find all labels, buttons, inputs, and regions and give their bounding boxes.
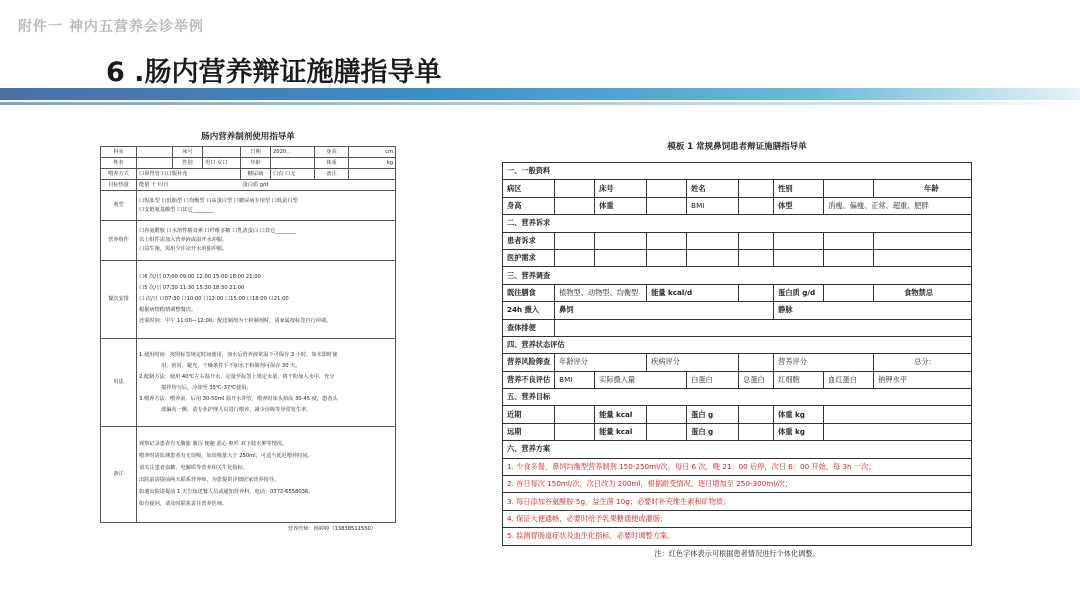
cell: 红细胞 bbox=[774, 371, 824, 388]
cell bbox=[874, 232, 972, 249]
table-row bbox=[101, 180, 396, 191]
table-row bbox=[503, 458, 972, 475]
cell bbox=[647, 232, 687, 249]
text-line: 以上组件需加入营养液或温开水冲服。 bbox=[139, 237, 228, 244]
cell: 体重 kg bbox=[774, 406, 824, 423]
cell bbox=[555, 423, 595, 440]
cell: 近期 bbox=[503, 406, 555, 423]
cell: 查体排便 bbox=[503, 319, 555, 336]
text-line: 喂养时请监测患者有无误吸，如误吸量大于 250ml，可适当延迟喂养时间。 bbox=[139, 453, 313, 460]
cell bbox=[595, 232, 647, 249]
table-row bbox=[503, 232, 972, 249]
cell: 年龄 bbox=[874, 180, 972, 197]
cell bbox=[774, 249, 824, 266]
cell: 能量 千卡/日 bbox=[137, 180, 241, 191]
text-line: 用，密封、避光，干燥条件下不加水干粉制剂可保存 30 天。 bbox=[161, 362, 301, 369]
section-header: 三、营养调查 bbox=[503, 267, 972, 284]
cell: 性别 bbox=[774, 180, 824, 197]
cell bbox=[555, 180, 595, 197]
table-row bbox=[101, 221, 396, 261]
section-header: 一、一般资料 bbox=[503, 163, 972, 180]
cell bbox=[687, 232, 739, 249]
text-line: 口支链氨基酸型 口其它________ bbox=[139, 206, 214, 213]
text-line: 口6 次/日 07:00 09:00 12:00 15:00 18:00 21:00 bbox=[139, 274, 261, 281]
text-line: 根据病情酌情调整餐次。 bbox=[139, 307, 197, 314]
cell: 食物禁忌 bbox=[874, 284, 972, 301]
right-form-title: 模板 1 常规鼻饲患者辩证施膳指导单 bbox=[667, 142, 807, 152]
cell: 体重 bbox=[315, 158, 349, 169]
cell: 蛋白 g bbox=[687, 423, 739, 440]
cell bbox=[739, 406, 774, 423]
cell bbox=[647, 423, 687, 440]
cell: 姓名 bbox=[687, 180, 739, 197]
cell: 年龄评分 bbox=[555, 354, 647, 371]
cell bbox=[137, 339, 396, 427]
cell: 营养组件 bbox=[101, 221, 137, 261]
table-row bbox=[503, 510, 972, 527]
table-row bbox=[101, 261, 396, 339]
cell bbox=[824, 232, 874, 249]
signature: 营养医师：杨婷婷（13838511550） bbox=[287, 526, 376, 533]
cell bbox=[824, 302, 972, 319]
table-row bbox=[101, 147, 396, 158]
cell: 男口 女口 bbox=[203, 158, 241, 169]
cell: 剂型 bbox=[101, 191, 137, 221]
cell: cm bbox=[349, 147, 396, 158]
text-line: 出院前请提前两天联系营养师，为您提供详细居家营养指导。 bbox=[139, 477, 280, 484]
plan-item: 1. 少食多餐，鼻饲均衡型营养制剂 150-250ml/次，每日 6 次，晚 21：00 后停，次日 6：00 开始，每 3h 一次； bbox=[503, 458, 972, 475]
cell: BMI bbox=[555, 371, 595, 388]
cell bbox=[824, 284, 874, 301]
table-row bbox=[101, 158, 396, 169]
left-form-table bbox=[100, 146, 396, 523]
text-line: 3.喂养方法：喂养前、后用 30-50ml 温开水冲管，喂养时床头抬高 30-45 度，患者头 bbox=[139, 395, 338, 402]
cell: 病区 bbox=[503, 180, 555, 197]
cell: 营养风险筛查 bbox=[503, 354, 555, 371]
appendix-label: 附件一 神内五营养会诊举例 bbox=[18, 19, 204, 35]
left-form-title: 肠内营养制剂使用指导单 bbox=[201, 132, 295, 142]
cell: 24h 摄入 bbox=[503, 302, 555, 319]
cell: 用法 bbox=[101, 339, 137, 427]
cell bbox=[137, 221, 396, 261]
cell: 远期 bbox=[503, 423, 555, 440]
cell: 蛋白质 g/d bbox=[774, 284, 824, 301]
table-row bbox=[101, 339, 396, 427]
cell bbox=[739, 197, 774, 214]
text-line: 请关注患者血糖、电解质等营养相关生化指标。 bbox=[139, 465, 248, 472]
cell: 体重 bbox=[595, 197, 647, 214]
cell bbox=[824, 249, 874, 266]
cell: 白蛋白 bbox=[687, 371, 739, 388]
cell bbox=[739, 232, 774, 249]
table-row bbox=[503, 249, 972, 266]
right-form bbox=[502, 140, 972, 570]
cell: 体重 kg bbox=[774, 423, 824, 440]
text-line: 口5 次/日 07:30 11:30 15:30 18:30 21:00 bbox=[139, 285, 245, 292]
cell: 鼻饲 bbox=[555, 302, 595, 319]
cell: 目标热量 bbox=[101, 180, 137, 191]
text-line: 口短肽型 口低脂型 口均衡型 口高蛋白型 口糖尿病专用型 口低蛋白型 bbox=[139, 197, 298, 204]
text-line: 搅拌均匀后，冷却至 35℃-37℃使用。 bbox=[161, 384, 252, 391]
cell bbox=[687, 249, 739, 266]
cell bbox=[555, 319, 972, 336]
header-stripe-thin bbox=[0, 102, 1080, 105]
cell: 口鼻胃管 口口服补充 bbox=[137, 169, 241, 180]
cell: 静脉 bbox=[774, 302, 824, 319]
table-row bbox=[503, 528, 972, 545]
cell bbox=[774, 232, 824, 249]
cell: 口有 口无 bbox=[271, 169, 315, 180]
cell: 姓名 bbox=[101, 158, 137, 169]
cell bbox=[271, 158, 315, 169]
text-line: 口益生菌，需用少许凉开水单独冲服。 bbox=[139, 246, 228, 253]
cell: 植物型、动物型、均衡型 bbox=[555, 284, 647, 301]
table-row bbox=[503, 319, 972, 336]
cell: 能量 kcal bbox=[595, 406, 647, 423]
table-row bbox=[101, 169, 396, 180]
cell bbox=[824, 406, 972, 423]
section-header: 四、营养状态评估 bbox=[503, 336, 972, 353]
cell: 2020．． bbox=[271, 147, 315, 158]
cell: 喂养方式 bbox=[101, 169, 137, 180]
text-line: 1.使用时间：按照标签规定时间使用，加水后营养液常温下可保存 3 小时，如未即时使 bbox=[139, 351, 338, 358]
cell bbox=[824, 180, 874, 197]
table-row bbox=[503, 406, 972, 423]
cell: 蛋白质 g/d bbox=[241, 180, 396, 191]
cell: 总蛋白 bbox=[739, 371, 774, 388]
plan-item: 2. 首日每次 150ml/次，次日改为 200ml，根据耐受情况，逐日增加至 250-300ml/次； bbox=[503, 476, 972, 493]
cell: 营养评分 bbox=[774, 354, 874, 371]
right-form-table bbox=[502, 162, 972, 546]
section-header: 二、营养诉求 bbox=[503, 215, 972, 232]
cell: 糖尿病 bbox=[241, 169, 271, 180]
cell: 既往膳食 bbox=[503, 284, 555, 301]
table-row bbox=[503, 336, 972, 353]
cell: 性别 bbox=[173, 158, 203, 169]
cell bbox=[137, 261, 396, 339]
cell bbox=[137, 427, 396, 523]
cell: 餐次安排 bbox=[101, 261, 137, 339]
cell: 患者诉求 bbox=[503, 232, 555, 249]
cell: 实际摄入量 bbox=[595, 371, 687, 388]
cell: 科室 bbox=[101, 147, 137, 158]
table-row bbox=[503, 163, 972, 180]
cell: 年龄 bbox=[241, 158, 271, 169]
section-header: 六、营养方案 bbox=[503, 441, 972, 458]
cell bbox=[647, 180, 687, 197]
text-line: 口 次/日 口07:30 口10:00 口12:00 口15:00 口18:00 口21:00 bbox=[139, 296, 289, 303]
table-row bbox=[503, 493, 972, 510]
table-row bbox=[503, 423, 972, 440]
section-header: 五、营养目标 bbox=[503, 389, 972, 406]
plan-item: 4. 保证大便通畅，必要时给予乳果糖通便或灌肠； bbox=[503, 510, 972, 527]
cell bbox=[555, 249, 595, 266]
cell: 备注 bbox=[101, 427, 137, 523]
cell bbox=[555, 406, 595, 423]
table-row bbox=[503, 302, 972, 319]
text-line: 如遇出院请提前 1 天告知送餐人员或通知营养科，电话：0372-6558036。 bbox=[139, 489, 314, 496]
cell: 体型 bbox=[774, 197, 824, 214]
cell: 血红蛋白 bbox=[824, 371, 874, 388]
plan-item: 5. 监测胃肠道症状及血生化指标，必要时调整方案。 bbox=[503, 528, 972, 545]
text-line: 口谷氨酰胺 口水溶性膳食素 口纤维多糖 口乳清蛋白 口其它________ bbox=[139, 228, 297, 235]
left-form bbox=[100, 130, 396, 570]
cell bbox=[137, 147, 173, 158]
cell: 备注 bbox=[315, 169, 349, 180]
cell bbox=[203, 147, 241, 158]
text-line: 如有疑问，请及时联系责任营养医师。 bbox=[139, 501, 228, 508]
cell bbox=[349, 169, 396, 180]
table-row bbox=[101, 191, 396, 221]
cell: 疾病评分 bbox=[647, 354, 739, 371]
cell: kg bbox=[349, 158, 396, 169]
table-row bbox=[503, 371, 972, 388]
cell: 医护需求 bbox=[503, 249, 555, 266]
cell: 营养不良评估 bbox=[503, 371, 555, 388]
cell: 钠钾水平 bbox=[874, 371, 972, 388]
cell bbox=[647, 197, 687, 214]
cell bbox=[824, 423, 972, 440]
cell bbox=[739, 423, 774, 440]
table-row bbox=[503, 476, 972, 493]
cell bbox=[874, 249, 972, 266]
cell: 能量 kcal/d bbox=[647, 284, 739, 301]
cell bbox=[739, 284, 774, 301]
cell bbox=[595, 302, 774, 319]
text-line: 还需时间：中午 11:00—12:00。配送制剂为干粉制剂时，请家属按标签自行冲调。 bbox=[139, 318, 332, 325]
cell bbox=[739, 249, 774, 266]
text-line: 观察记录患者有无腹胀 腹泻 便秘 恶心 呕吐 双下肢水肿等情况。 bbox=[139, 441, 288, 448]
header-stripe bbox=[0, 88, 1080, 100]
text-line: 部偏向一侧。请专业护理人员进行喂养，减少误吸等异常发生率。 bbox=[161, 406, 312, 413]
cell: 消瘦、偏瘦、正常、超重、肥胖 bbox=[824, 197, 972, 214]
cell: 总分： bbox=[874, 354, 972, 371]
cell: 床号 bbox=[173, 147, 203, 158]
cell bbox=[555, 197, 595, 214]
cell: 身高 bbox=[503, 197, 555, 214]
table-row bbox=[101, 427, 396, 523]
table-row bbox=[503, 180, 972, 197]
cell bbox=[647, 249, 687, 266]
text-line: 2.配制方法：使用 40℃左右温开水，定量至标签上规定水量，将干粉加入水中，充分 bbox=[139, 373, 335, 380]
cell bbox=[137, 191, 396, 221]
cell: 身高 bbox=[315, 147, 349, 158]
table-row bbox=[503, 441, 972, 458]
cell: 日期 bbox=[241, 147, 271, 158]
cell bbox=[739, 180, 774, 197]
cell: 能量 kcal bbox=[595, 423, 647, 440]
table-row bbox=[503, 197, 972, 214]
table-row bbox=[503, 354, 972, 371]
table-row bbox=[503, 267, 972, 284]
cell bbox=[555, 232, 595, 249]
plan-item: 3. 每日添加谷氨酰胺 5g，益生菌 10g；必要时补充维生素和矿物质； bbox=[503, 493, 972, 510]
table-row bbox=[503, 284, 972, 301]
table-row bbox=[503, 389, 972, 406]
cell: BMI bbox=[687, 197, 739, 214]
cell: 蛋白 g bbox=[687, 406, 739, 423]
cell bbox=[595, 249, 647, 266]
cell: 床号 bbox=[595, 180, 647, 197]
cell bbox=[647, 406, 687, 423]
cell bbox=[739, 354, 774, 371]
cell bbox=[137, 158, 173, 169]
footnote: 注：红色字体表示可根据患者情况进行个体化调整。 bbox=[654, 548, 820, 558]
table-row bbox=[503, 215, 972, 232]
page-title: 6 .肠内营养辩证施膳指导单 bbox=[106, 57, 442, 88]
